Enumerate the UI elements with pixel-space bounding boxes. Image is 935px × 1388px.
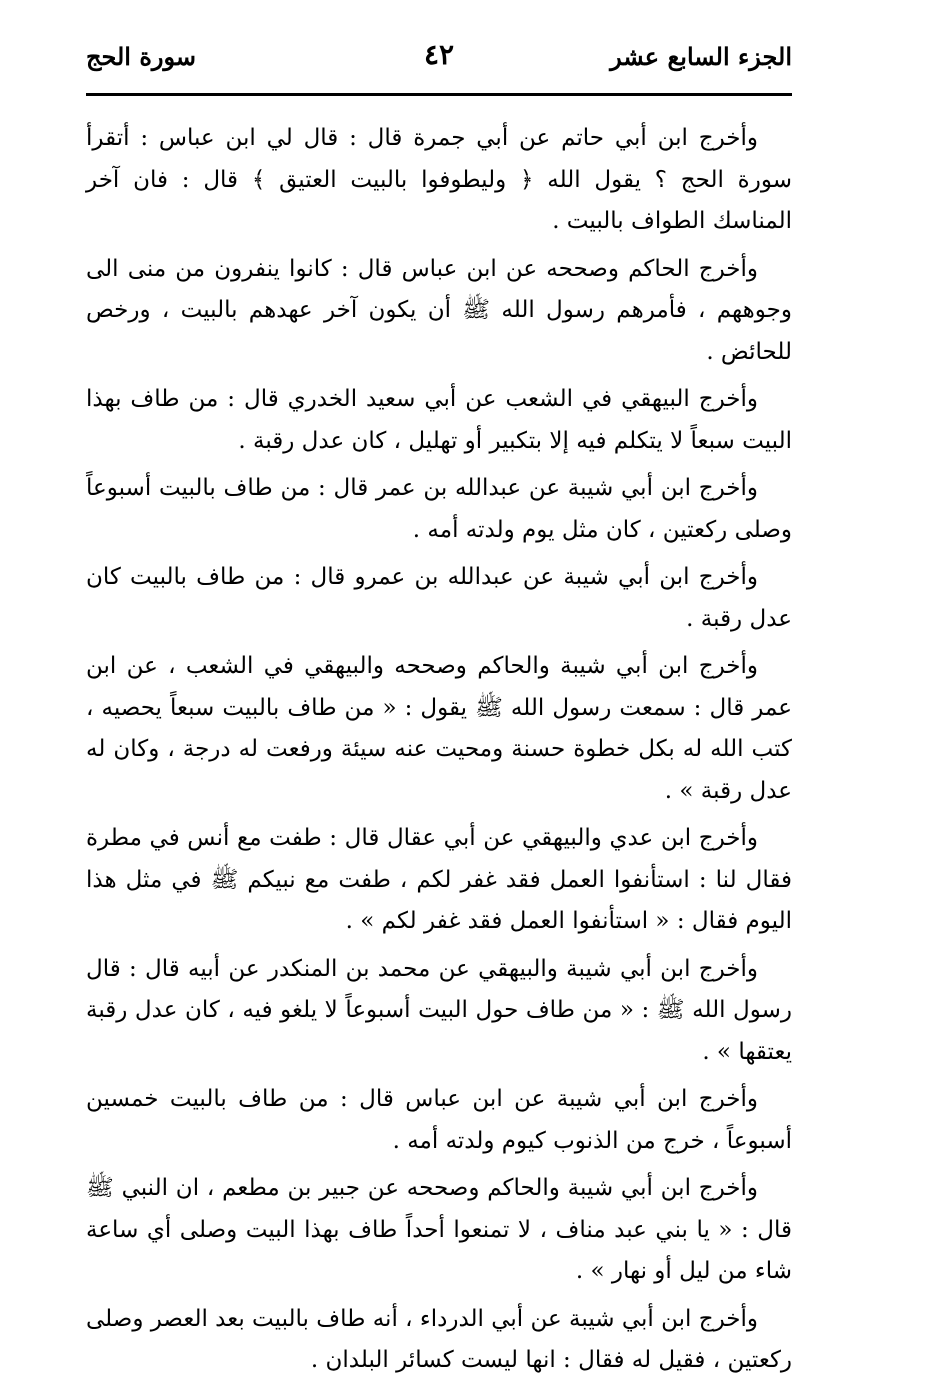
header-rule — [86, 93, 792, 96]
paragraph: وأخرج ابن أبي شيبة عن عبدالله بن عمر قال : من طاف بالبيت أسبوعاً وصلى ركعتين ، كان مثل يوم ولدته أمه . — [86, 475, 792, 543]
paragraph: وأخرج ابن أبي شيبة والبيهقي عن محمد بن المنكدر عن أبيه قال : قال رسول الله ﷺ : « من طاف حول البيت أسبوعاً لا يلغو فيه ، كان عدل رقبة يعتقها » . — [86, 955, 792, 1065]
page-header — [86, 36, 792, 92]
page-body — [86, 118, 792, 1388]
paragraph: وأخرج ابن أبي شيبة عن عبدالله بن عمرو قال : من طاف بالبيت كان عدل رقبة . — [86, 564, 792, 632]
paragraph: وأخرج ابن عدي والبيهقي عن أبي عقال قال : طفت مع أنس في مطرة فقال لنا : استأنفوا العمل فقد غفر لكم ، طفت مع نبيكم ﷺ في مثل هذا اليوم فقال : « استأنفوا العمل فقد غفر لكم » . — [86, 825, 792, 934]
paragraph: وأخرج ابن أبي شيبة والحاكم وصححه عن جبير بن مطعم ، ان النبي ﷺ قال : « يا بني عبد مناف ، لا تمنعوا أحداً طاف بهذا البيت وصلى أي ساعة شاء من ليل أو نهار » . — [86, 1175, 792, 1284]
page-number: ٤٢ — [423, 38, 455, 71]
paragraph: وأخرج البيهقي في الشعب عن أبي سعيد الخدري قال : من طاف بهذا البيت سبعاً لا يتكلم فيه إلا بتكبير أو تهليل ، كان عدل رقبة . — [86, 386, 792, 454]
paragraph: وأخرج ابن أبي شيبة والحاكم وصححه والبيهقي في الشعب ، عن ابن عمر قال : سمعت رسول الله ﷺ يقول : « من طاف بالبيت سبعاً يحصيه ، كتب الله له بكل خطوة حسنة ومحيت عنه سيئة ورفعت له درجة ، وكان له عدل رقبة » . — [86, 653, 792, 804]
surah-title: سورة الحج — [86, 42, 196, 71]
paragraph: وأخرج الحاكم وصححه عن ابن عباس قال : كانوا ينفرون من منى الى وجوههم ، فأمرهم رسول الله ﷺ أن يكون آخر عهدهم بالبيت ، ورخص للحائض . — [86, 255, 792, 365]
paragraph: وأخرج ابن أبي شيبة عن ابن عباس قال : من طاف بالبيت خمسين أسبوعاً ، خرج من الذنوب كيوم ولدته أمه . — [86, 1086, 792, 1154]
paragraph: وأخرج ابن أبي شيبة عن أبي الدرداء ، أنه طاف بالبيت بعد العصر وصلى ركعتين ، فقيل له فقال : انها ليست كسائر البلدان . — [86, 1305, 792, 1373]
part-title: الجزء السابع عشر — [610, 42, 792, 71]
paragraph: وأخرج ابن أبي حاتم عن أبي جمرة قال : قال لي ابن عباس : أتقرأ سورة الحج ؟ يقول الله ﴿ وليطوفوا بالبيت العتيق ﴾ قال : فان آخر المناسك الطواف بالبيت . — [86, 125, 792, 234]
